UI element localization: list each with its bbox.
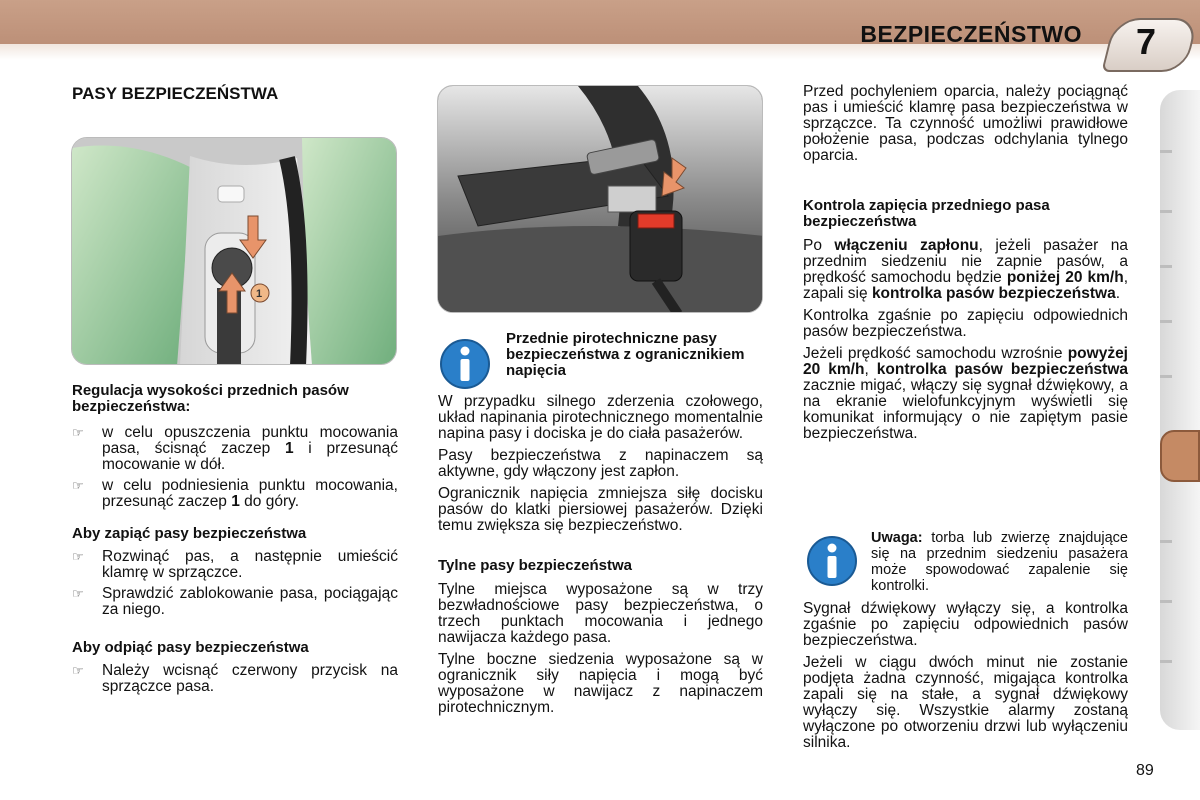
figure-callout-1: 1 <box>256 288 263 300</box>
text-emphasis: kontrolka pasów bezpieczeństwa <box>871 285 1116 302</box>
bullet-text: do góry. <box>239 493 300 510</box>
paragraph: Jeżeli w ciągu dwóch minut nie zostanie podjęta żadna czynność, migająca kontrolka zapali się na stałe, a sygnał dźwiękowy wyłączy się. Wszystkie alarmy zostaną wyłączone po otworzeniu drzwi lub wyłączeniu silnika. <box>803 654 1128 751</box>
text-run: Jeżeli prędkość samochodu wzrośnie <box>803 345 1068 362</box>
pointing-hand-icon: ☞ <box>72 663 84 678</box>
column-3 <box>803 84 1128 448</box>
paragraph: Sygnał dźwiękowy wyłączy się, a kontrolka zgaśnie po zapięciu odpowiednich pasów bezpieczeństwa. <box>803 600 1128 649</box>
paragraph <box>803 346 1128 442</box>
paragraph: Przed pochyleniem oparcia, należy pociągnąć pas i umieścić klamrę pasa bezpieczeństwa w sprzączce. Ta czynność umożliwi prawidłowe położenie pasa, podczas odchylania tylnego oparcia. <box>803 83 1128 164</box>
rail-notch <box>1160 210 1172 213</box>
paragraph: Tylne boczne siedzenia wyposażone są w ogranicznik siły napięcia i mogą być wyposażone w nawijacz z napinaczem pirotechnicznym. <box>438 651 763 716</box>
pyrotechnic-heading: Przednie pirotechniczne pasy bezpieczeństwa z ogranicznikiem napięcia <box>506 330 745 379</box>
belt-check-heading: Kontrola zapięcia przedniego pasa bezpieczeństwa <box>803 197 1050 230</box>
text-run: zacznie migać, włączy się sygnał dźwiękowy, a na ekranie wielofunkcyjnym wyświetli się komunikat informujący o nie zapiętym pasie bezpieczeństwa. <box>803 377 1128 442</box>
rail-notch <box>1160 600 1172 603</box>
rail-notch <box>1160 265 1172 268</box>
note-label: Uwaga: <box>871 530 923 546</box>
paragraph: Pasy bezpieczeństwa z napinaczem są aktywne, gdy włączony jest zapłon. <box>438 447 763 480</box>
rear-belts-heading: Tylne pasy bezpieczeństwa <box>438 557 632 574</box>
paragraph: Ogranicznik napięcia zmniejsza siłę docisku pasów do klatki piersiowej pasażerów. Dzięki temu zwiększa się bezpieczeństwo. <box>438 485 763 534</box>
page-number: 89 <box>1136 762 1154 779</box>
paragraph <box>871 530 1128 594</box>
list-item <box>72 586 398 618</box>
rail-notch <box>1160 150 1172 153</box>
pointing-hand-icon: ☞ <box>72 425 84 440</box>
bullet-text: w celu podniesienia punktu mocowania, przesunąć zaczep <box>102 477 398 510</box>
chapter-tab-active[interactable] <box>1160 430 1200 482</box>
text-run: , jeżeli pasażer na przednim siedzeniu nie zapnie pasów, a prędkość samochodu będzie <box>803 237 1129 286</box>
rail-notch <box>1160 320 1172 323</box>
height-adjust-heading: Regulacja wysokości przednich pasów bezpieczeństwa: <box>72 382 349 415</box>
text-run: Po <box>803 237 835 254</box>
note-block <box>871 530 1128 600</box>
bullet-text: w celu opuszczenia punktu mocowania pasa, ścisnąć zaczep <box>102 424 398 457</box>
bullet-text: Rozwinąć pas, a następnie umieścić klamrę w sprzączce. <box>102 548 398 581</box>
pointing-hand-icon: ☞ <box>72 549 84 564</box>
info-icon <box>439 338 491 390</box>
rail-notch <box>1160 540 1172 543</box>
text-emphasis: powyżej 20 km/h <box>803 345 1128 378</box>
list-item <box>72 663 398 695</box>
list-item <box>72 425 398 473</box>
note-text: torba lub zwierzę znajdujące się na przednim siedzeniu pasażera może spowodować zapalenie się kontrolki. <box>871 530 1128 594</box>
rail-notch <box>1160 660 1172 663</box>
paragraph <box>803 238 1128 302</box>
bullet-ref: 1 <box>284 440 294 457</box>
info-icon <box>806 535 858 587</box>
fasten-heading: Aby zapiąć pasy bezpieczeństwa <box>72 525 307 542</box>
bullet-ref: 1 <box>231 493 240 510</box>
buckle-figure <box>437 85 763 313</box>
bullet-text: Należy wcisnąć czerwony przycisk na sprzączce pasa. <box>102 662 398 695</box>
chapter-number: 7 <box>1135 21 1157 62</box>
column-2 <box>438 394 763 722</box>
text-emphasis: włączeniu zapłonu <box>834 237 979 254</box>
page-title: PASY BEZPIECZEŃSTWA <box>72 84 279 103</box>
bullet-text: i przesunąć mocowanie w dół. <box>102 440 398 473</box>
text-run: , zapali się <box>803 269 1128 302</box>
column-1 <box>72 383 398 700</box>
paragraph: W przypadku silnego zderzenia czołowego, układ napinania pirotechnicznego momentalnie napina pasy i dociska je do ciała pasażerów. <box>438 393 763 442</box>
text-emphasis: poniżej 20 km/h <box>1006 269 1124 286</box>
unfasten-heading: Aby odpiąć pasy bezpieczeństwa <box>72 639 309 656</box>
belt-height-figure <box>71 137 397 365</box>
list-item <box>72 549 398 581</box>
text-run: . <box>1115 285 1121 302</box>
column-3-bottom <box>803 601 1128 757</box>
rail-notch <box>1160 375 1172 378</box>
paragraph: Kontrolka zgaśnie po zapięciu odpowiednich pasów bezpieczeństwa. <box>803 307 1128 340</box>
chapter-rail <box>1160 90 1200 730</box>
pointing-hand-icon: ☞ <box>72 478 84 493</box>
bullet-text: Sprawdzić zablokowanie pasa, pociągając za niego. <box>102 585 398 618</box>
paragraph: Tylne miejsca wyposażone są w trzy bezwładnościowe pasy bezpieczeństwa, o trzech punktach mocowania i jednego nawijacza każdego pasa. <box>438 581 763 646</box>
text-emphasis: kontrolka pasów bezpieczeństwa <box>876 361 1128 378</box>
list-item <box>72 478 398 510</box>
pointing-hand-icon: ☞ <box>72 586 84 601</box>
text-run: , <box>864 361 877 378</box>
section-title: BEZPIECZEŃSTWO <box>860 21 1082 47</box>
